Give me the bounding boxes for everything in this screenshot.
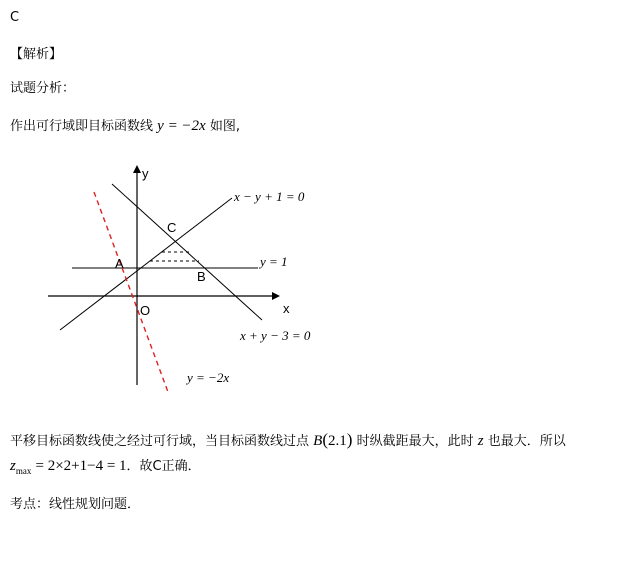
step3-suffix: ．故C正确． — [126, 459, 201, 474]
answer-letter: C — [10, 10, 20, 25]
eq-line2-label: y = 1 — [260, 254, 288, 269]
step2-text-a: 平移目标函数线使之经过可行域，当目标函数线过点 — [10, 434, 310, 449]
eq-line1-label: x − y + 1 = 0 — [234, 189, 305, 204]
y-axis-label: y — [142, 166, 149, 181]
step2-point-name: B — [313, 433, 323, 449]
topic-line: 考点：线性规划问题． — [10, 497, 141, 512]
step1-text: 作出可行域即目标函数线 — [10, 119, 154, 134]
eq-line3-label: x + y − 3 = 0 — [240, 328, 311, 343]
objective-line — [94, 192, 168, 392]
step3-expr: = 2×2+1−4 = 1 — [35, 458, 127, 474]
origin-label: O — [140, 303, 151, 318]
point-c-label: C — [167, 220, 177, 235]
step2-line: 平移目标函数线使之经过可行域，当目标函数线过点 B(2.1) 时纵截距最大，此时 z 也最大．所以 — [10, 430, 566, 449]
eq-objective-label: y = −2x — [187, 370, 230, 385]
step2-point-coords: 2.1 — [328, 433, 347, 449]
x-axis-label: x — [283, 301, 290, 316]
step2-text-b: 时纵截距最大，此时 — [356, 434, 474, 449]
point-b-label: B — [197, 269, 206, 284]
step2-text-c: 也最大．所以 — [487, 434, 566, 449]
step1-formula: y = −2x — [157, 118, 206, 134]
step2-var: z — [477, 433, 484, 449]
point-a-label: A — [115, 256, 124, 271]
y-axis-arrow — [133, 165, 141, 173]
step3-var: z — [10, 458, 16, 474]
section-header: 【解析】 — [10, 47, 63, 62]
step3-line — [10, 457, 201, 480]
step3-sub: max — [15, 466, 32, 476]
step1-suffix: 如图, — [209, 119, 240, 134]
analysis-label: 试题分析： — [10, 81, 76, 96]
x-axis-arrow — [272, 292, 280, 300]
